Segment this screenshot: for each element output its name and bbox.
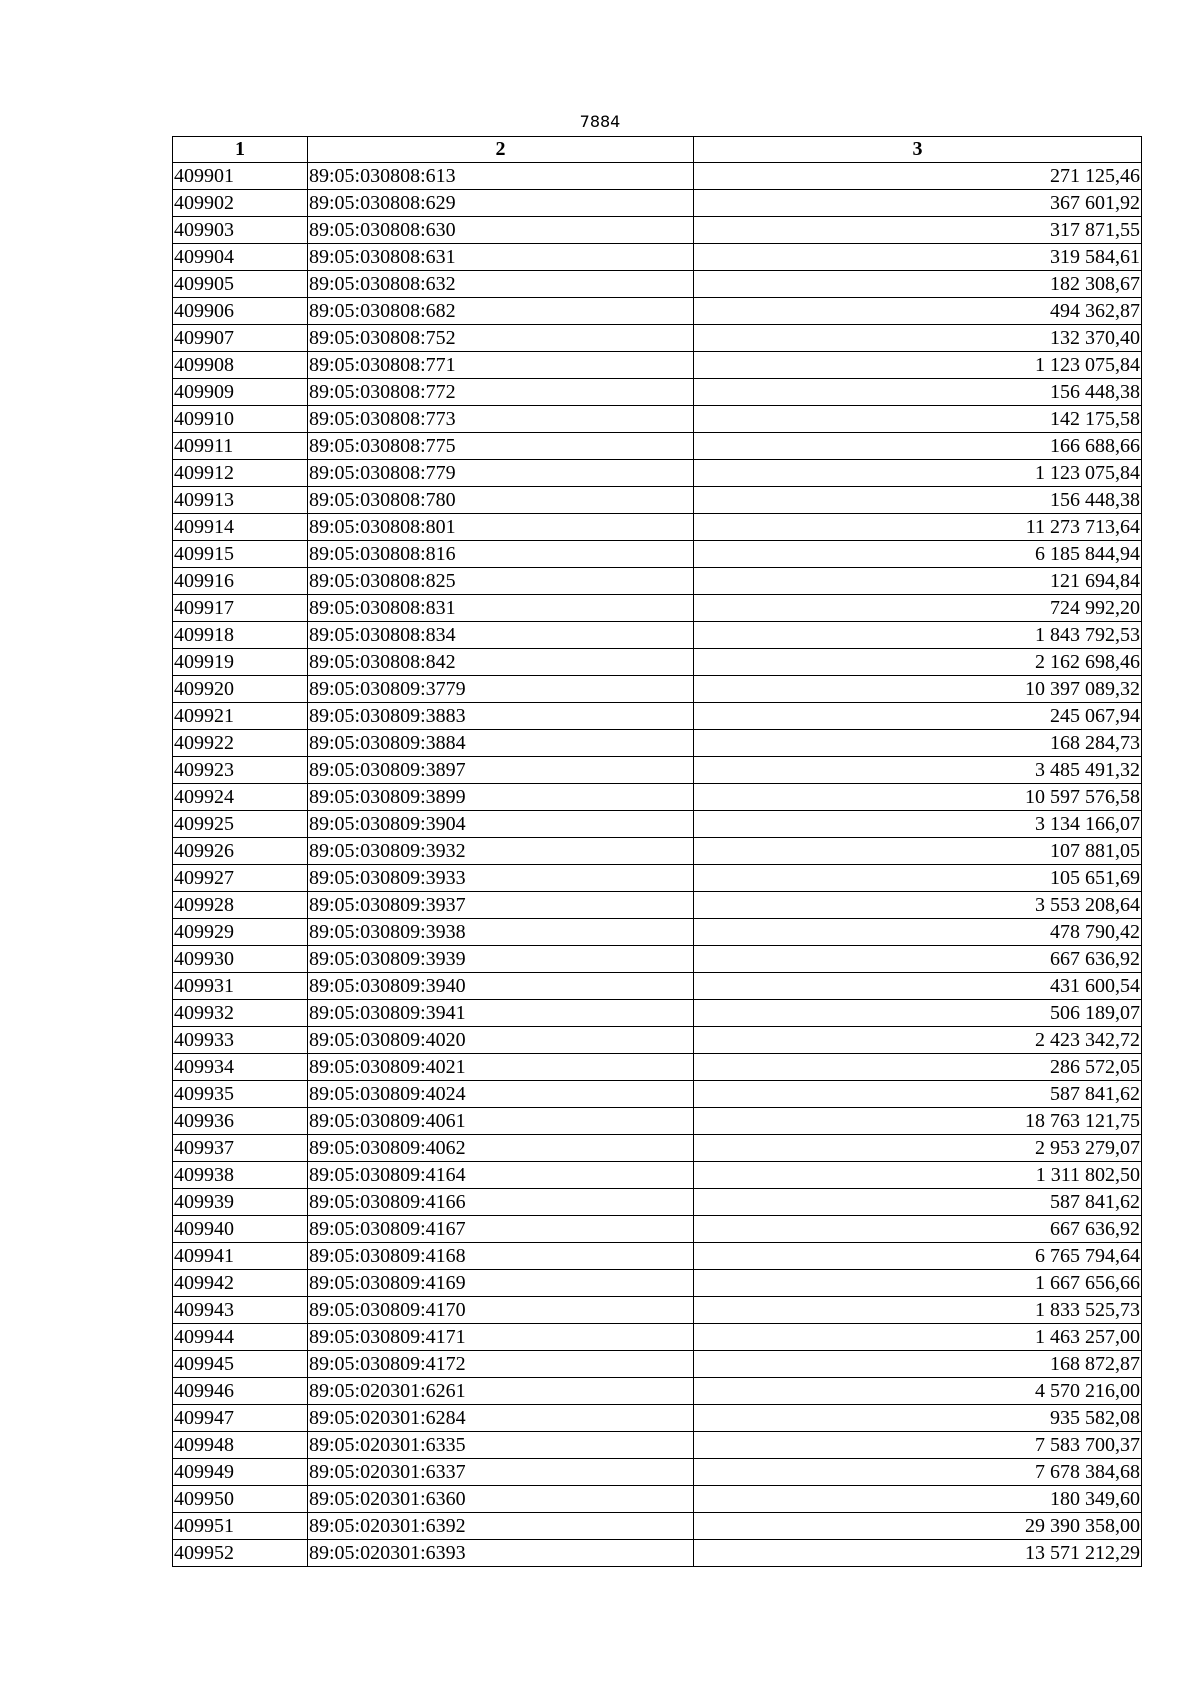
- row-number-cell: 409920: [173, 676, 308, 703]
- value-cell: 724 992,20: [694, 595, 1142, 622]
- value-cell: 1 123 075,84: [694, 352, 1142, 379]
- cadastral-number-cell: 89:05:020301:6284: [308, 1405, 694, 1432]
- value-cell: 2 423 342,72: [694, 1027, 1142, 1054]
- value-cell: 1 843 792,53: [694, 622, 1142, 649]
- cadastral-number-cell: 89:05:030809:3904: [308, 811, 694, 838]
- table-row: [173, 811, 1142, 838]
- row-number-cell: 409910: [173, 406, 308, 433]
- row-number-cell: 409905: [173, 271, 308, 298]
- value-cell: 1 123 075,84: [694, 460, 1142, 487]
- table-row: [173, 1108, 1142, 1135]
- cadastral-number-cell: 89:05:030809:4166: [308, 1189, 694, 1216]
- table-row: [173, 1243, 1142, 1270]
- value-cell: 587 841,62: [694, 1081, 1142, 1108]
- row-number-cell: 409917: [173, 595, 308, 622]
- row-number-cell: 409904: [173, 244, 308, 271]
- registry-table: [172, 136, 1142, 1567]
- value-cell: 6 765 794,64: [694, 1243, 1142, 1270]
- table-row: [173, 271, 1142, 298]
- cadastral-number-cell: 89:05:030808:773: [308, 406, 694, 433]
- column-header-2: 2: [308, 137, 694, 163]
- value-cell: 7 583 700,37: [694, 1432, 1142, 1459]
- cadastral-number-cell: 89:05:020301:6261: [308, 1378, 694, 1405]
- cadastral-number-cell: 89:05:020301:6392: [308, 1513, 694, 1540]
- table-row: [173, 163, 1142, 190]
- table-row: [173, 973, 1142, 1000]
- table-row: [173, 460, 1142, 487]
- table-row: [173, 1000, 1142, 1027]
- value-cell: 10 597 576,58: [694, 784, 1142, 811]
- cadastral-number-cell: 89:05:030808:629: [308, 190, 694, 217]
- row-number-cell: 409932: [173, 1000, 308, 1027]
- column-header-1: 1: [173, 137, 308, 163]
- value-cell: 13 571 212,29: [694, 1540, 1142, 1567]
- value-cell: 667 636,92: [694, 946, 1142, 973]
- row-number-cell: 409908: [173, 352, 308, 379]
- cadastral-number-cell: 89:05:030809:4167: [308, 1216, 694, 1243]
- table-row: [173, 1351, 1142, 1378]
- table-row: [173, 325, 1142, 352]
- row-number-cell: 409938: [173, 1162, 308, 1189]
- table-header-row: [173, 137, 1142, 163]
- value-cell: 478 790,42: [694, 919, 1142, 946]
- cadastral-number-cell: 89:05:030809:4168: [308, 1243, 694, 1270]
- value-cell: 182 308,67: [694, 271, 1142, 298]
- table-row: [173, 595, 1142, 622]
- row-number-cell: 409919: [173, 649, 308, 676]
- value-cell: 506 189,07: [694, 1000, 1142, 1027]
- value-cell: 132 370,40: [694, 325, 1142, 352]
- row-number-cell: 409909: [173, 379, 308, 406]
- table-row: [173, 865, 1142, 892]
- value-cell: 1 667 656,66: [694, 1270, 1142, 1297]
- row-number-cell: 409921: [173, 703, 308, 730]
- cadastral-number-cell: 89:05:030809:4164: [308, 1162, 694, 1189]
- cadastral-number-cell: 89:05:030808:842: [308, 649, 694, 676]
- row-number-cell: 409903: [173, 217, 308, 244]
- cadastral-number-cell: 89:05:030809:3884: [308, 730, 694, 757]
- value-cell: 271 125,46: [694, 163, 1142, 190]
- row-number-cell: 409941: [173, 1243, 308, 1270]
- row-number-cell: 409934: [173, 1054, 308, 1081]
- value-cell: 1 311 802,50: [694, 1162, 1142, 1189]
- value-cell: 367 601,92: [694, 190, 1142, 217]
- cadastral-number-cell: 89:05:030808:771: [308, 352, 694, 379]
- row-number-cell: 409922: [173, 730, 308, 757]
- table-row: [173, 406, 1142, 433]
- value-cell: 180 349,60: [694, 1486, 1142, 1513]
- cadastral-number-cell: 89:05:030809:4021: [308, 1054, 694, 1081]
- table-row: [173, 649, 1142, 676]
- cadastral-number-cell: 89:05:030809:4020: [308, 1027, 694, 1054]
- table-row: [173, 1081, 1142, 1108]
- row-number-cell: 409924: [173, 784, 308, 811]
- table-row: [173, 838, 1142, 865]
- row-number-cell: 409907: [173, 325, 308, 352]
- table-row: [173, 892, 1142, 919]
- table-row: [173, 730, 1142, 757]
- value-cell: 667 636,92: [694, 1216, 1142, 1243]
- row-number-cell: 409925: [173, 811, 308, 838]
- table-row: [173, 757, 1142, 784]
- table-row: [173, 1027, 1142, 1054]
- value-cell: 166 688,66: [694, 433, 1142, 460]
- cadastral-number-cell: 89:05:030808:780: [308, 487, 694, 514]
- row-number-cell: 409935: [173, 1081, 308, 1108]
- cadastral-number-cell: 89:05:020301:6393: [308, 1540, 694, 1567]
- table-row: [173, 379, 1142, 406]
- row-number-cell: 409916: [173, 568, 308, 595]
- value-cell: 156 448,38: [694, 379, 1142, 406]
- table-row: [173, 1054, 1142, 1081]
- table-row: [173, 1405, 1142, 1432]
- value-cell: 105 651,69: [694, 865, 1142, 892]
- cadastral-number-cell: 89:05:030808:779: [308, 460, 694, 487]
- cadastral-number-cell: 89:05:030809:4169: [308, 1270, 694, 1297]
- table-row: [173, 433, 1142, 460]
- value-cell: 121 694,84: [694, 568, 1142, 595]
- row-number-cell: 409951: [173, 1513, 308, 1540]
- table-row: [173, 217, 1142, 244]
- row-number-cell: 409950: [173, 1486, 308, 1513]
- cadastral-number-cell: 89:05:030809:3938: [308, 919, 694, 946]
- value-cell: 107 881,05: [694, 838, 1142, 865]
- value-cell: 156 448,38: [694, 487, 1142, 514]
- value-cell: 245 067,94: [694, 703, 1142, 730]
- cadastral-number-cell: 89:05:030808:834: [308, 622, 694, 649]
- cadastral-number-cell: 89:05:030809:3937: [308, 892, 694, 919]
- value-cell: 29 390 358,00: [694, 1513, 1142, 1540]
- cadastral-number-cell: 89:05:030808:682: [308, 298, 694, 325]
- value-cell: 168 284,73: [694, 730, 1142, 757]
- cadastral-number-cell: 89:05:030808:816: [308, 541, 694, 568]
- table-row: [173, 190, 1142, 217]
- cadastral-number-cell: 89:05:020301:6360: [308, 1486, 694, 1513]
- value-cell: 7 678 384,68: [694, 1459, 1142, 1486]
- table-row: [173, 1486, 1142, 1513]
- row-number-cell: 409949: [173, 1459, 308, 1486]
- cadastral-number-cell: 89:05:030809:3933: [308, 865, 694, 892]
- table-row: [173, 1378, 1142, 1405]
- cadastral-number-cell: 89:05:030809:4171: [308, 1324, 694, 1351]
- cadastral-number-cell: 89:05:030808:772: [308, 379, 694, 406]
- cadastral-number-cell: 89:05:030808:632: [308, 271, 694, 298]
- cadastral-number-cell: 89:05:030809:4061: [308, 1108, 694, 1135]
- cadastral-number-cell: 89:05:030809:4062: [308, 1135, 694, 1162]
- value-cell: 319 584,61: [694, 244, 1142, 271]
- table-row: [173, 622, 1142, 649]
- row-number-cell: 409906: [173, 298, 308, 325]
- cadastral-number-cell: 89:05:030809:4024: [308, 1081, 694, 1108]
- table-row: [173, 1432, 1142, 1459]
- value-cell: 431 600,54: [694, 973, 1142, 1000]
- row-number-cell: 409923: [173, 757, 308, 784]
- value-cell: 6 185 844,94: [694, 541, 1142, 568]
- table-row: [173, 298, 1142, 325]
- row-number-cell: 409946: [173, 1378, 308, 1405]
- value-cell: 3 134 166,07: [694, 811, 1142, 838]
- row-number-cell: 409931: [173, 973, 308, 1000]
- table-row: [173, 244, 1142, 271]
- value-cell: 168 872,87: [694, 1351, 1142, 1378]
- row-number-cell: 409901: [173, 163, 308, 190]
- row-number-cell: 409928: [173, 892, 308, 919]
- row-number-cell: 409912: [173, 460, 308, 487]
- value-cell: 2 953 279,07: [694, 1135, 1142, 1162]
- table-row: [173, 487, 1142, 514]
- row-number-cell: 409915: [173, 541, 308, 568]
- value-cell: 11 273 713,64: [694, 514, 1142, 541]
- row-number-cell: 409948: [173, 1432, 308, 1459]
- cadastral-number-cell: 89:05:030808:613: [308, 163, 694, 190]
- row-number-cell: 409940: [173, 1216, 308, 1243]
- cadastral-number-cell: 89:05:030809:3883: [308, 703, 694, 730]
- table-row: [173, 1297, 1142, 1324]
- table-row: [173, 946, 1142, 973]
- cadastral-number-cell: 89:05:030808:631: [308, 244, 694, 271]
- row-number-cell: 409942: [173, 1270, 308, 1297]
- row-number-cell: 409939: [173, 1189, 308, 1216]
- table-row: [173, 703, 1142, 730]
- row-number-cell: 409945: [173, 1351, 308, 1378]
- table-row: [173, 568, 1142, 595]
- row-number-cell: 409930: [173, 946, 308, 973]
- row-number-cell: 409929: [173, 919, 308, 946]
- table-row: [173, 352, 1142, 379]
- row-number-cell: 409926: [173, 838, 308, 865]
- value-cell: 494 362,87: [694, 298, 1142, 325]
- value-cell: 3 485 491,32: [694, 757, 1142, 784]
- table-row: [173, 1135, 1142, 1162]
- value-cell: 10 397 089,32: [694, 676, 1142, 703]
- table-row: [173, 676, 1142, 703]
- table-row: [173, 919, 1142, 946]
- cadastral-number-cell: 89:05:030808:630: [308, 217, 694, 244]
- value-cell: 935 582,08: [694, 1405, 1142, 1432]
- table-row: [173, 784, 1142, 811]
- value-cell: 1 833 525,73: [694, 1297, 1142, 1324]
- row-number-cell: 409902: [173, 190, 308, 217]
- cadastral-number-cell: 89:05:030809:3899: [308, 784, 694, 811]
- cadastral-number-cell: 89:05:030808:825: [308, 568, 694, 595]
- table-row: [173, 1216, 1142, 1243]
- row-number-cell: 409911: [173, 433, 308, 460]
- row-number-cell: 409943: [173, 1297, 308, 1324]
- row-number-cell: 409937: [173, 1135, 308, 1162]
- cadastral-number-cell: 89:05:030809:4170: [308, 1297, 694, 1324]
- page-number: 7884: [579, 112, 621, 131]
- column-header-3: 3: [694, 137, 1142, 163]
- row-number-cell: 409933: [173, 1027, 308, 1054]
- cadastral-number-cell: 89:05:030809:3932: [308, 838, 694, 865]
- value-cell: 317 871,55: [694, 217, 1142, 244]
- value-cell: 4 570 216,00: [694, 1378, 1142, 1405]
- row-number-cell: 409918: [173, 622, 308, 649]
- cadastral-number-cell: 89:05:030809:3940: [308, 973, 694, 1000]
- table-row: [173, 1324, 1142, 1351]
- cadastral-number-cell: 89:05:030808:752: [308, 325, 694, 352]
- cadastral-number-cell: 89:05:030809:3939: [308, 946, 694, 973]
- row-number-cell: 409914: [173, 514, 308, 541]
- cadastral-number-cell: 89:05:030809:3941: [308, 1000, 694, 1027]
- row-number-cell: 409947: [173, 1405, 308, 1432]
- table-row: [173, 1540, 1142, 1567]
- cadastral-number-cell: 89:05:020301:6337: [308, 1459, 694, 1486]
- table-body: [173, 163, 1142, 1567]
- cadastral-number-cell: 89:05:030809:3779: [308, 676, 694, 703]
- value-cell: 3 553 208,64: [694, 892, 1142, 919]
- table-row: [173, 1459, 1142, 1486]
- table-row: [173, 1513, 1142, 1540]
- cadastral-number-cell: 89:05:030808:831: [308, 595, 694, 622]
- value-cell: 2 162 698,46: [694, 649, 1142, 676]
- value-cell: 286 572,05: [694, 1054, 1142, 1081]
- table-row: [173, 1162, 1142, 1189]
- cadastral-number-cell: 89:05:020301:6335: [308, 1432, 694, 1459]
- table-row: [173, 514, 1142, 541]
- row-number-cell: 409927: [173, 865, 308, 892]
- row-number-cell: 409936: [173, 1108, 308, 1135]
- table-row: [173, 541, 1142, 568]
- cadastral-number-cell: 89:05:030809:3897: [308, 757, 694, 784]
- table-row: [173, 1270, 1142, 1297]
- cadastral-number-cell: 89:05:030809:4172: [308, 1351, 694, 1378]
- row-number-cell: 409952: [173, 1540, 308, 1567]
- table-row: [173, 1189, 1142, 1216]
- value-cell: 587 841,62: [694, 1189, 1142, 1216]
- row-number-cell: 409913: [173, 487, 308, 514]
- cadastral-number-cell: 89:05:030808:801: [308, 514, 694, 541]
- value-cell: 142 175,58: [694, 406, 1142, 433]
- cadastral-number-cell: 89:05:030808:775: [308, 433, 694, 460]
- row-number-cell: 409944: [173, 1324, 308, 1351]
- value-cell: 1 463 257,00: [694, 1324, 1142, 1351]
- value-cell: 18 763 121,75: [694, 1108, 1142, 1135]
